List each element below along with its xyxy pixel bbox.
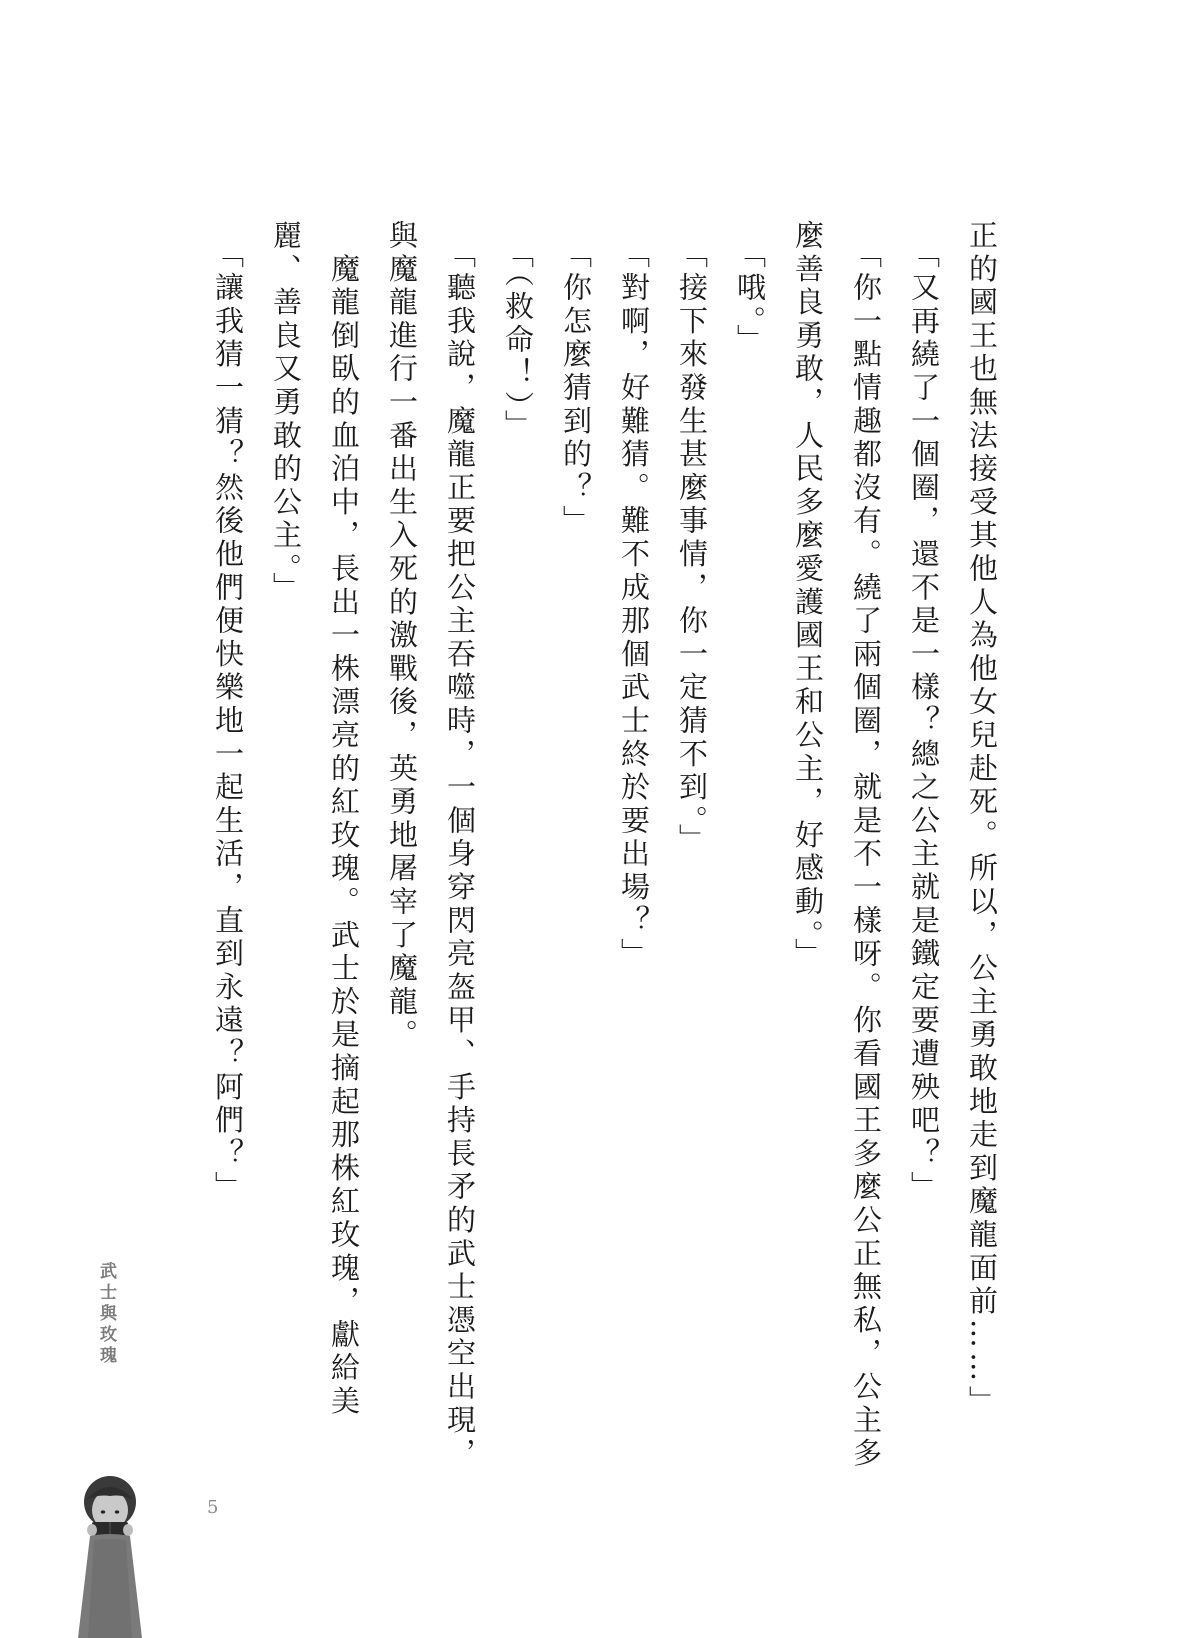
- running-title: 武士與玫瑰: [96, 1262, 116, 1367]
- paragraph: 「你一點情趣都沒有。繞了兩個圈，就是不一樣呀。你看國王多麼公正無私，公主多麼善良勇敢，人民多麼愛護國王和公主，好感動。」: [791, 220, 883, 1471]
- paragraph: 「聽我說，魔龍正要把公主吞噬時，一個身穿閃亮盔甲、手持長矛的武士憑空出現，與魔龍進行一番出生入死的激戰後，英勇地屠宰了魔龍。: [385, 220, 477, 1471]
- paragraph: 「哦。」: [733, 220, 767, 358]
- paragraph: 「又再繞了一個圈，還不是一樣？總之公主就是鐵定要遭殃吧？」: [907, 220, 941, 1205]
- girl-reading-book-icon: [70, 1470, 150, 1638]
- paragraph: 「接下來發生甚麼事情，你一定猜不到。」: [675, 220, 709, 857]
- paragraph: 「你怎麼猜到的？」: [559, 220, 593, 539]
- paragraph: 魔龍倒臥的血泊中，長出一株漂亮的紅玫瑰。武士於是摘起那株紅玫瑰，獻給美麗、善良又勇敢的公主。」: [269, 220, 361, 1419]
- paragraph: 「讓我猜一猜？然後他們便快樂地一起生活，直到永遠？阿們？」: [211, 220, 245, 1205]
- paragraph: 「對啊，好難猜。難不成那個武士終於要出場？」: [617, 220, 651, 972]
- paragraph: 「（救命！）」: [501, 220, 535, 443]
- paragraph: 正的國王也無法接受其他人為他女兒赴死。所以，公主勇敢地走到魔龍面前……」: [965, 220, 999, 1419]
- body-text: [199, 220, 1011, 1480]
- page-number: 5: [207, 1497, 219, 1518]
